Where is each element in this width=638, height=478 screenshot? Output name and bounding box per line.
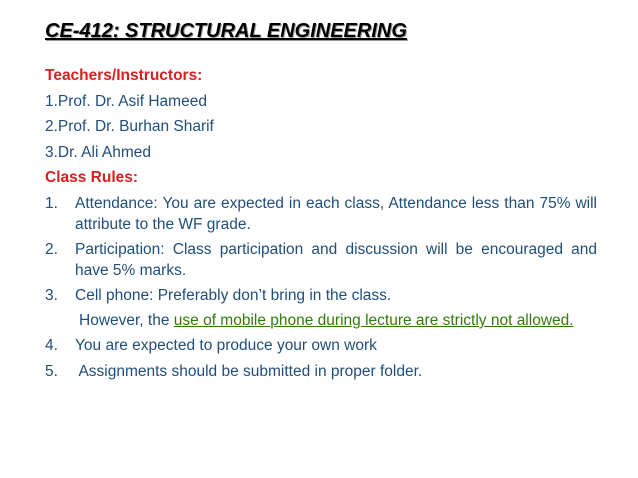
rule-text: Participation: Class participation and discussion will be encouraged and have 5% marks. (75, 240, 597, 279)
rule-number: 3. (45, 286, 58, 304)
rule-item (45, 283, 597, 309)
rule-text: Cell phone: Preferably don’t bring in the class. (75, 286, 392, 304)
teacher-item: 3.Dr. Ali Ahmed (45, 143, 151, 161)
cellphone-note-emphasis: use of mobile phone during lecture are strictly not allowed. (173, 312, 574, 329)
class-rules-list (45, 191, 597, 385)
teacher-item: 1.Prof. Dr. Asif Hameed (45, 92, 207, 110)
rule-text: You are expected to produce your own work (75, 337, 377, 354)
slide-content (45, 63, 597, 384)
cellphone-note-prefix: However, the (79, 312, 174, 329)
rule-number: 5. (45, 362, 58, 380)
class-rules-heading: Class Rules: (45, 169, 139, 186)
rule-number: 2. (45, 240, 58, 258)
cellphone-note (45, 308, 597, 333)
rule-item (45, 359, 597, 385)
rule-text: Assignments should be submitted in proper folder. (75, 362, 423, 380)
rule-number: 1. (45, 194, 58, 212)
teachers-heading: Teachers/Instructors: (45, 67, 203, 84)
course-title: CE-412: STRUCTURAL ENGINEERING (45, 20, 407, 42)
rule-text: Attendance: You are expected in each class, Attendance less than 75% will attribute to the WF grade. (75, 194, 597, 233)
teachers-list (45, 89, 597, 166)
rule-item (45, 237, 597, 283)
rule-number: 4. (45, 337, 58, 354)
rule-item (45, 191, 597, 237)
rule-item (45, 333, 597, 359)
teacher-item: 2.Prof. Dr. Burhan Sharif (45, 118, 214, 135)
